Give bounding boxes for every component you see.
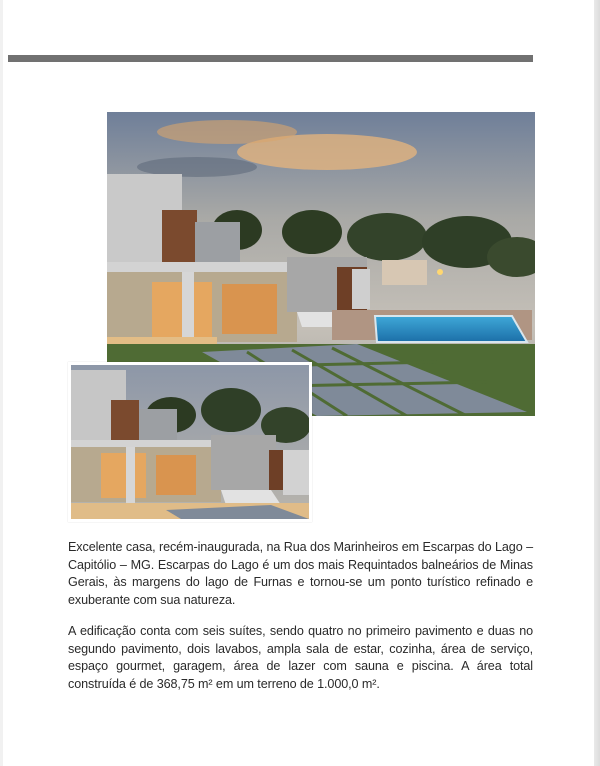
header-divider-bar — [8, 55, 533, 62]
house-photo-small — [68, 362, 312, 522]
page-edge — [594, 0, 600, 766]
description-paragraph-1: Excelente casa, recém-inaugurada, na Rua dos Marinheiros em Escarpas do Lago – Capitólio – MG. Escarpas do Lago é um dos mais Requintados balneários de Minas Gerais, às margens do lago de Furnas e tornou-se um ponto turístico refinado e exuberante com sua natureza. — [68, 540, 533, 607]
document-page — [3, 0, 594, 766]
description-paragraph-2: A edificação conta com seis suítes, sendo quatro no primeiro pavimento e duas no segundo pavimento, dois lavabos, ampla sala de estar, cozinha, área de serviço, espaço gourmet, garagem, área de lazer com sauna e piscina. A área total construída é de 368,75 m² em um terreno de 1.000,0 m². — [68, 624, 533, 691]
